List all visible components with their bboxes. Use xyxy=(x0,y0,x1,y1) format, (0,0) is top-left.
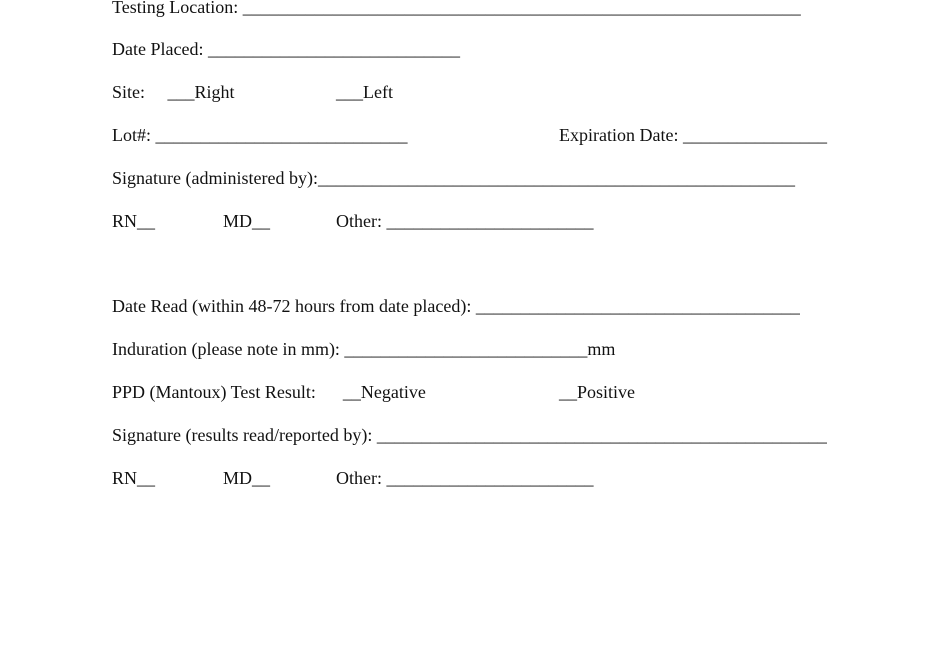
signature-administered-field[interactable]: Signature (administered by):_____________________________________________________ xyxy=(112,168,795,188)
read-md-option[interactable]: MD__ xyxy=(223,468,271,488)
site-right-option[interactable]: Site: ___Right xyxy=(112,82,235,102)
ppd-negative-option[interactable]: PPD (Mantoux) Test Result: __Negative xyxy=(112,382,426,402)
administered-rn-option[interactable]: RN__ xyxy=(112,211,156,231)
administered-md-option[interactable]: MD__ xyxy=(223,211,271,231)
date-read-field[interactable]: Date Read (within 48-72 hours from date placed): ____________________________________ xyxy=(112,296,800,316)
signature-results-field[interactable]: Signature (results read/reported by): __________________________________________________ xyxy=(112,425,827,445)
site-left-option[interactable]: ___Left xyxy=(336,82,393,102)
date-placed-field[interactable]: Date Placed: ____________________________ xyxy=(112,39,460,59)
administered-other-field[interactable]: Other: _______________________ xyxy=(336,211,594,231)
testing-location-field[interactable]: Testing Location: ______________________________________________________________ xyxy=(112,0,801,17)
ppd-positive-option[interactable]: __Positive xyxy=(559,382,636,402)
read-other-field[interactable]: Other: _______________________ xyxy=(336,468,594,488)
induration-field[interactable]: Induration (please note in mm): ___________________________mm xyxy=(112,339,616,359)
lot-number-field[interactable]: Lot#: ____________________________ xyxy=(112,125,408,145)
expiration-date-field[interactable]: Expiration Date: ________________ xyxy=(559,125,827,145)
read-rn-option[interactable]: RN__ xyxy=(112,468,156,488)
